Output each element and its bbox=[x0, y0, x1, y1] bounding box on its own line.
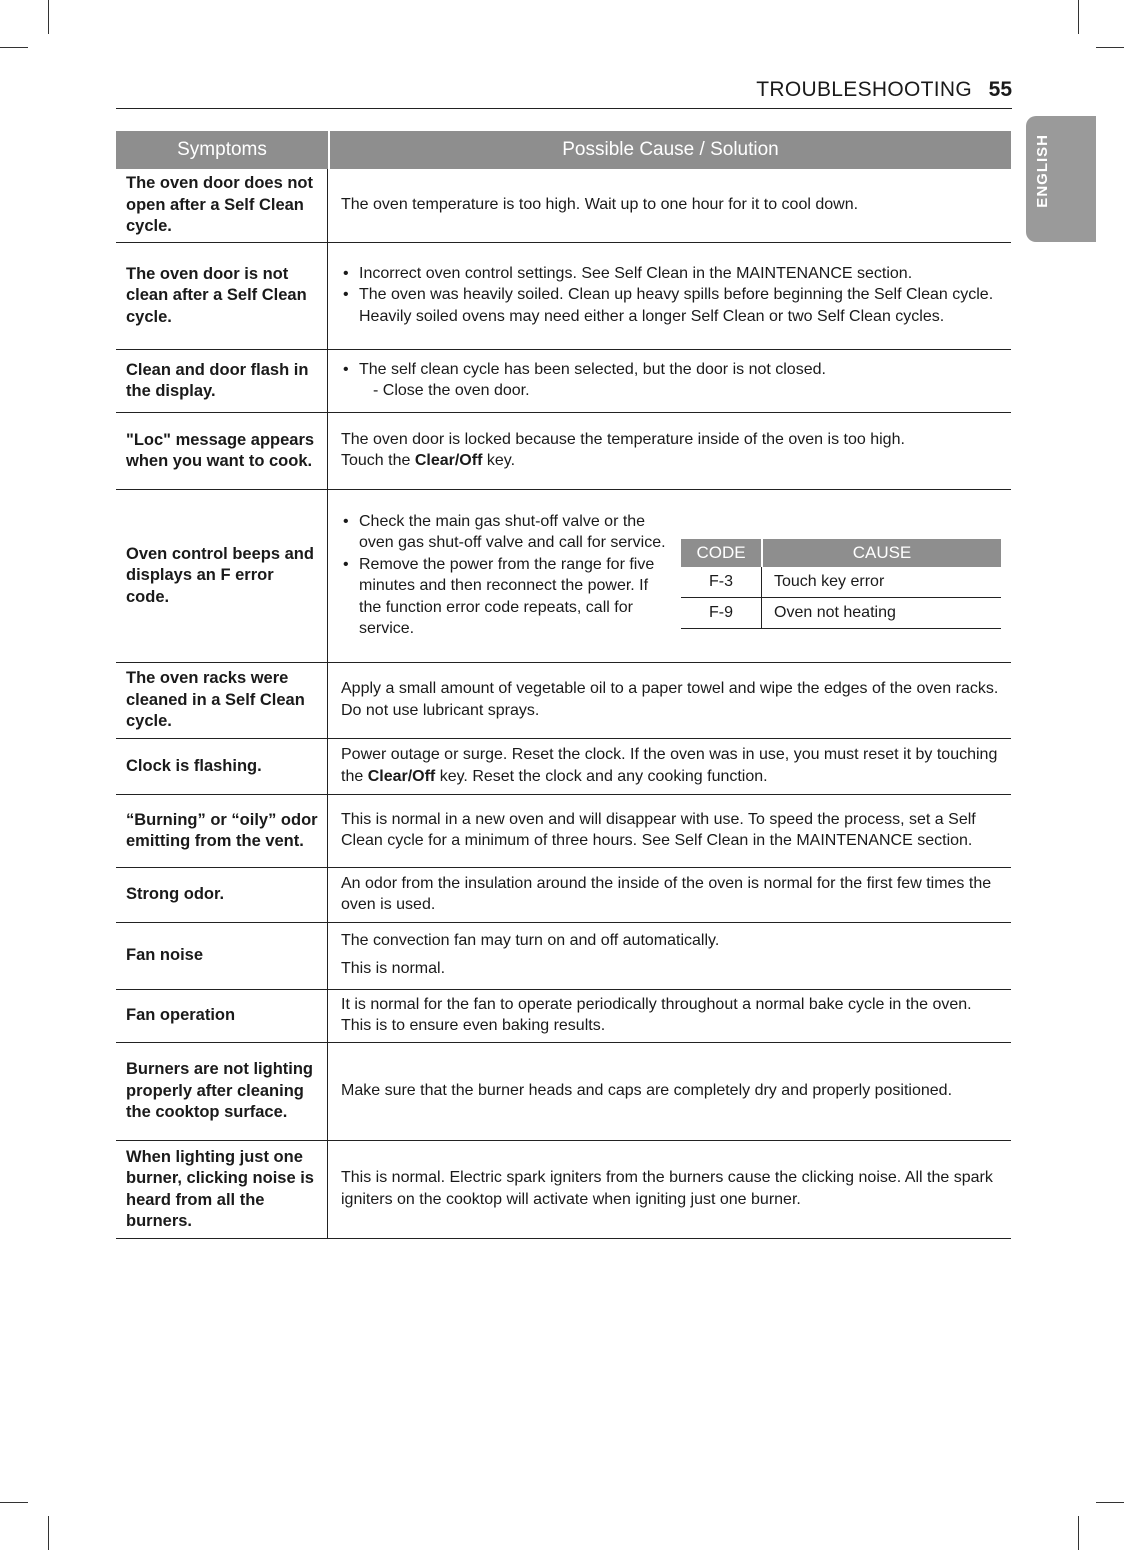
error-code-table bbox=[681, 539, 1001, 640]
solution-text: This is normal. Electric spark igniters from the burners cause the clicking noise. All the spark igniters on the cooktop will activate when igniting just one burner. bbox=[341, 1169, 993, 1208]
error-cause: Touch key error bbox=[774, 572, 885, 590]
solution-text: Power outage or surge. Reset the clock. If the oven was in use, you must reset it by touching the Clear/Off key. Reset the clock and any cooking function. bbox=[341, 746, 998, 785]
solution-cell bbox=[328, 923, 1011, 989]
table-row bbox=[116, 739, 1011, 795]
solution-cell bbox=[328, 1043, 1011, 1140]
error-cause: Oven not heating bbox=[774, 603, 896, 621]
code-row bbox=[681, 598, 1001, 629]
symptom-cell: Clock is flashing. bbox=[116, 739, 328, 794]
crop-mark bbox=[0, 47, 28, 48]
table-row bbox=[116, 923, 1011, 990]
symptom-cell: Burners are not lighting properly after cleaning the cooktop surface. bbox=[116, 1043, 328, 1140]
table-row bbox=[116, 169, 1011, 243]
page-header bbox=[116, 76, 1012, 109]
solution-cell bbox=[328, 795, 1011, 867]
symptom-cell: Clean and door flash in the display. bbox=[116, 350, 328, 412]
crop-mark bbox=[48, 1516, 49, 1550]
symptom-cell: "Loc" message appears when you want to cook. bbox=[116, 413, 328, 489]
table-row bbox=[116, 663, 1011, 739]
solution-text: Touch the Clear/Off key. bbox=[341, 452, 516, 469]
table-header bbox=[116, 131, 1011, 169]
table-row bbox=[116, 990, 1011, 1043]
solution-cell bbox=[328, 1141, 1011, 1238]
page-number: 55 bbox=[988, 78, 1012, 101]
cause-column-header: CAUSE bbox=[852, 542, 912, 562]
solution-text: This is normal in a new oven and will disappear with use. To speed the process, set a Self Clean cycle for a minimum of three hours. See Self Clean in the MAINTENANCE section. bbox=[341, 810, 976, 849]
symptom-cell: Strong odor. bbox=[116, 868, 328, 922]
symptom-cell: Fan operation bbox=[116, 990, 328, 1042]
key-name: Clear/Off bbox=[367, 767, 436, 785]
column-header-symptoms: Symptoms bbox=[116, 131, 330, 169]
crop-mark bbox=[0, 1502, 28, 1503]
language-tab bbox=[1026, 116, 1096, 242]
solution-cell bbox=[328, 169, 1011, 242]
symptom-cell: When lighting just one burner, clicking noise is heard from all the burners. bbox=[116, 1141, 328, 1238]
crop-mark bbox=[1096, 47, 1124, 48]
solution-text: The convection fan may turn on and off automatically. bbox=[341, 932, 720, 949]
solution-text: Make sure that the burner heads and caps are completely dry and properly positioned. bbox=[341, 1081, 953, 1099]
solution-bullet: • The self clean cycle has been selected, but the door is not closed. bbox=[341, 359, 1001, 381]
code-row bbox=[681, 567, 1001, 598]
crop-mark bbox=[48, 0, 49, 34]
solution-bullet: • The oven was heavily soiled. Clean up heavy spills before beginning the Self Clean cycle. Heavily soiled ovens may need either a longer Self Clean or two Self Clean cycles. bbox=[341, 284, 1001, 327]
solution-bullet: • Incorrect oven control settings. See Self Clean in the MAINTENANCE section. bbox=[341, 263, 1001, 285]
solution-bullet: • Check the main gas shut-off valve or the oven gas shut-off valve and call for service. bbox=[341, 511, 671, 554]
table-row bbox=[116, 350, 1011, 413]
symptom-cell: “Burning” or “oily” odor emitting from the vent. bbox=[116, 795, 328, 867]
crop-mark bbox=[1096, 1502, 1124, 1503]
symptom-cell: The oven door is not clean after a Self Clean cycle. bbox=[116, 243, 328, 349]
crop-mark bbox=[1078, 1516, 1079, 1550]
symptom-cell: Fan noise bbox=[116, 923, 328, 989]
solution-text: The oven door is locked because the temperature inside of the oven is too high. bbox=[341, 430, 905, 448]
crop-mark bbox=[1078, 0, 1079, 34]
table-row bbox=[116, 795, 1011, 868]
solution-text: This is normal. bbox=[341, 960, 446, 977]
table-row bbox=[116, 490, 1011, 663]
solution-cell bbox=[328, 868, 1011, 922]
key-name: Clear/Off bbox=[414, 452, 483, 469]
table-row bbox=[116, 1043, 1011, 1141]
language-label: ENGLISH bbox=[1034, 134, 1051, 208]
table-row bbox=[116, 1141, 1011, 1239]
table-row bbox=[116, 243, 1011, 350]
symptom-cell: The oven racks were cleaned in a Self Clean cycle. bbox=[116, 663, 328, 738]
section-title: TROUBLESHOOTING bbox=[756, 78, 972, 101]
solution-cell bbox=[328, 739, 1011, 794]
symptom-cell: Oven control beeps and displays an F error code. bbox=[116, 490, 328, 662]
table-row bbox=[116, 413, 1011, 490]
solution-cell bbox=[328, 990, 1011, 1042]
symptom-cell: The oven door does not open after a Self Clean cycle. bbox=[116, 169, 328, 242]
error-code: F-3 bbox=[681, 567, 762, 597]
code-column-header: CODE bbox=[681, 539, 763, 567]
error-code: F-9 bbox=[681, 598, 762, 628]
table-row bbox=[116, 868, 1011, 923]
solution-cell bbox=[328, 490, 1011, 662]
solution-substep: - Close the oven door. bbox=[373, 382, 530, 399]
solution-text: The oven temperature is too high. Wait up to one hour for it to cool down. bbox=[341, 195, 859, 213]
solution-bullet: • Remove the power from the range for five minutes and then reconnect the power. If the function error code repeats, call for service. bbox=[341, 554, 671, 640]
solution-text: An odor from the insulation around the inside of the oven is normal for the first few times the oven is used. bbox=[341, 874, 992, 913]
troubleshooting-table bbox=[116, 131, 1011, 1239]
solution-cell bbox=[328, 413, 1011, 489]
solution-text: Apply a small amount of vegetable oil to a paper towel and wipe the edges of the oven racks. Do not use lubricant sprays. bbox=[341, 680, 999, 719]
solution-cell bbox=[328, 663, 1011, 738]
solution-cell bbox=[328, 243, 1011, 349]
column-header-solution: Possible Cause / Solution bbox=[562, 139, 779, 160]
solution-cell bbox=[328, 350, 1011, 412]
solution-text: It is normal for the fan to operate periodically throughout a normal bake cycle in the oven. This is to ensure even baking results. bbox=[341, 995, 972, 1034]
